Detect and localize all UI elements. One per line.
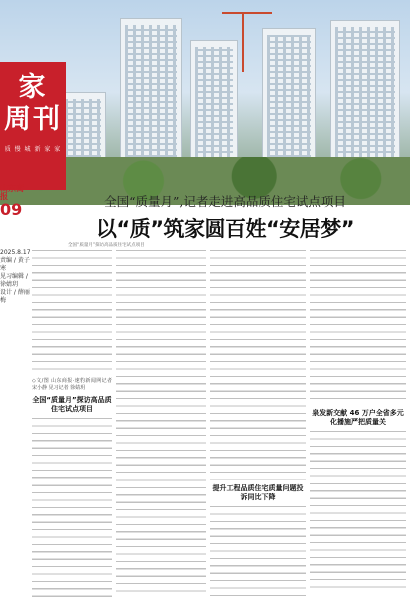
- body-text: [32, 250, 112, 374]
- crane-arm: [222, 12, 272, 14]
- section-heading: 提升工程品质住宅质量问题投诉同比下降: [212, 484, 304, 501]
- byline: ◇文/图 山东商报·速豹新闻网记者 宋小静 见习记者 徐婧玥: [32, 378, 112, 391]
- crane: [242, 12, 244, 72]
- issue-date: 2025.8.17: [0, 249, 31, 256]
- article-column-1: [32, 250, 112, 598]
- body-text: [210, 506, 306, 596]
- headline-kicker: 全国“质量月”,记者走进高品质住宅试点项目: [104, 194, 346, 209]
- body-text: [116, 250, 206, 598]
- page-number: 09: [0, 200, 23, 219]
- page-info: [0, 185, 30, 305]
- paper-name: 山东商报: [0, 184, 24, 201]
- body-text: [210, 250, 306, 480]
- article-column-4: [310, 250, 406, 598]
- editor-line: 见习编辑 / 徐婧玥: [0, 273, 28, 288]
- photo-caption: 全国“质量月”探访高品质住宅试点项目: [68, 243, 145, 248]
- masthead-sub: 质 慢 城 新 家 家: [4, 146, 62, 153]
- section-masthead: [0, 62, 66, 190]
- article-column-2: [116, 250, 206, 598]
- section-heading: 泉发新交献 46 万户全省多元化播施严把质量关: [312, 409, 404, 426]
- article-column-3: [210, 250, 306, 598]
- editor-line: 设计 / 薛丽梅: [0, 289, 30, 304]
- article-headline: [44, 192, 406, 243]
- body-text: [310, 250, 406, 405]
- headline-main: 以“质”筑家圆百姓“安居梦”: [95, 217, 355, 241]
- editor-line: 责编 / 黄子寒: [0, 257, 30, 272]
- body-text: [32, 418, 112, 602]
- masthead-line1: 家: [18, 72, 48, 103]
- masthead-line2: 周刊: [4, 104, 62, 135]
- section-heading: 全国“质量月”探访高品质住宅试点项目: [32, 396, 112, 413]
- body-text: [310, 431, 406, 591]
